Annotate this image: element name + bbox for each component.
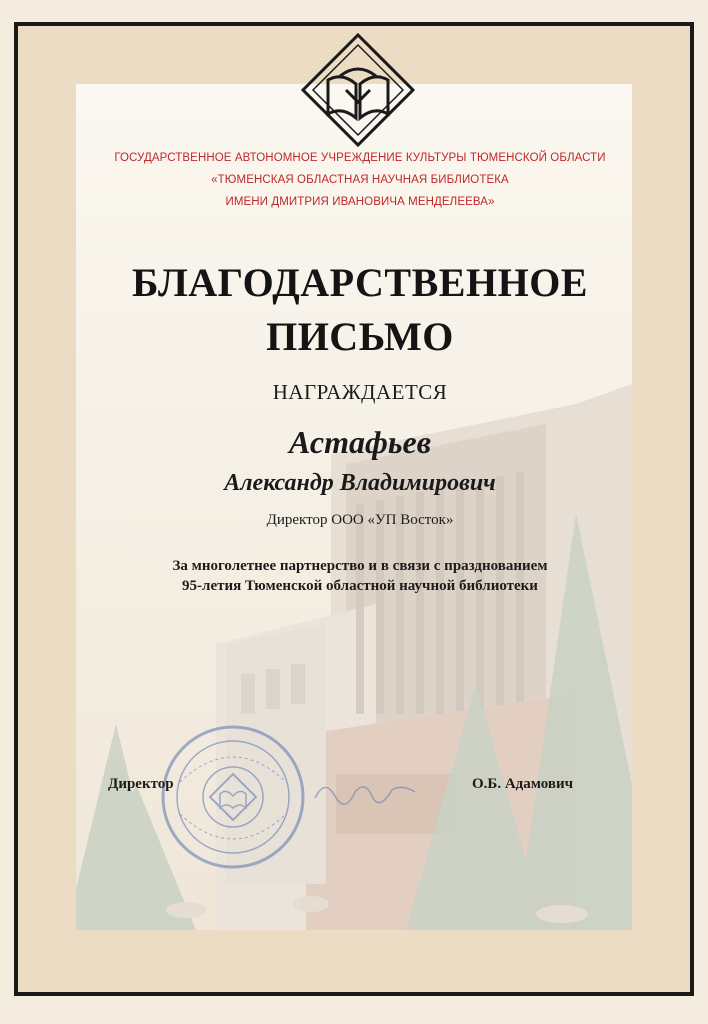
library-logo-icon <box>300 32 416 148</box>
organization-line-2: «ТЮМЕНСКАЯ ОБЛАСТНАЯ НАУЧНАЯ БИБЛИОТЕКА <box>211 174 509 186</box>
reason-line-2: 95-летия Тюменской областной научной библиотеки <box>182 578 538 594</box>
handwritten-signature <box>310 770 420 810</box>
recipient-position: Директор ООО «УП Восток» <box>266 512 454 528</box>
round-seal-stamp <box>158 722 308 872</box>
award-reason <box>60 556 660 596</box>
recipient-surname: Астафьев <box>289 424 431 460</box>
title-line-1: БЛАГОДАРСТВЕННОЕ <box>132 260 588 305</box>
organization-name <box>60 147 660 213</box>
reason-line-1: За многолетнее партнерство и в связи с празднованием <box>172 558 548 574</box>
signer-name: О.Б. Адамович <box>472 776 574 792</box>
awarded-label: НАГРАЖДАЕТСЯ <box>272 380 448 404</box>
recipient-given-names: Александр Владимирович <box>224 470 496 496</box>
signer-role: Директор <box>108 776 174 792</box>
organization-line-1: ГОСУДАРСТВЕННОЕ АВТОНОМНОЕ УЧРЕЖДЕНИЕ КУЛЬТУРЫ ТЮМЕНСКОЙ ОБЛАСТИ <box>114 152 606 164</box>
organization-line-3: ИМЕНИ ДМИТРИЯ ИВАНОВИЧА МЕНДЕЛЕЕВА» <box>225 196 495 208</box>
title-line-2: ПИСЬМО <box>266 314 454 359</box>
document-title <box>60 256 660 364</box>
